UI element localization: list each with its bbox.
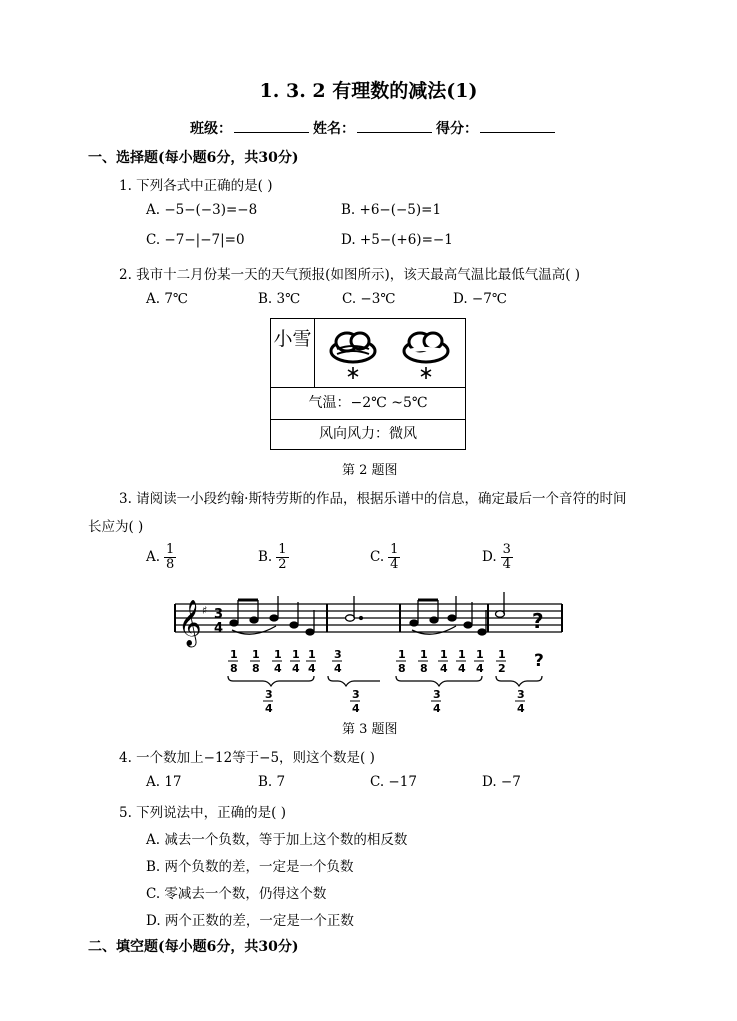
duration-question-mark: ? [534, 651, 544, 671]
m1-frac-3 [272, 648, 282, 675]
figure3-caption: 第 3 题图 [342, 722, 398, 737]
svg-text:3: 3 [352, 688, 360, 701]
svg-text:8: 8 [252, 662, 260, 675]
svg-text:4: 4 [334, 662, 342, 675]
m1-frac-5 [306, 648, 316, 675]
measure-totals [263, 688, 525, 712]
fraction: $\frac{1}{4}$ [390, 542, 399, 572]
cloud-icon-left [331, 333, 375, 362]
svg-text:4: 4 [265, 702, 273, 712]
q1-option-c[interactable]: C. −7−|−7|=0 [146, 232, 245, 248]
q2-option-c[interactable]: C. −3℃ [342, 291, 396, 307]
svg-text:3: 3 [265, 688, 273, 701]
total-4 [515, 688, 525, 712]
q1-option-d[interactable]: D. +5−(+6)=−1 [341, 232, 453, 248]
m3-frac-5 [474, 648, 484, 675]
section-choice-heading: 一、选择题(每小题6分，共30分) [88, 150, 299, 166]
svg-text:3: 3 [334, 648, 342, 661]
wind-row: 风向风力：微风 [319, 426, 417, 442]
name-blank[interactable] [357, 120, 432, 133]
svg-text:1: 1 [292, 648, 300, 661]
svg-text:3: 3 [517, 688, 525, 701]
student-info [190, 118, 559, 138]
svg-text:8: 8 [420, 662, 428, 675]
time-sig-bottom: 4 [214, 621, 224, 636]
q2-option-d[interactable]: D. −7℃ [453, 291, 507, 307]
m1-frac-2 [250, 648, 260, 675]
section-fill-heading: 二、填空题(每小题6分，共30分) [88, 939, 299, 955]
svg-text:4: 4 [308, 662, 316, 675]
score-label: 得分： [436, 121, 478, 137]
q3-option-c[interactable]: C. $\frac{1}{4}$ [370, 542, 399, 572]
total-2 [350, 688, 360, 712]
q1-option-a[interactable]: A. −5−(−3)=−8 [146, 202, 258, 218]
q4-option-d[interactable]: D. −7 [482, 774, 521, 790]
q3-stem-line2: 长应为( ) [88, 519, 144, 535]
m3-frac-4 [456, 648, 466, 675]
name-label: 姓名： [313, 121, 355, 137]
total-3 [431, 688, 441, 712]
cloud-icon-right [404, 333, 448, 362]
measure2-notes [346, 596, 363, 621]
q4-option-a[interactable]: A. 17 [146, 774, 182, 790]
m1-frac-4 [290, 648, 300, 675]
q3-option-a[interactable]: A. $\frac{1}{8}$ [146, 542, 175, 572]
svg-text:1: 1 [476, 648, 484, 661]
duration-fractions [228, 648, 506, 675]
svg-text:1: 1 [230, 648, 238, 661]
score-blank[interactable] [480, 120, 555, 133]
weather-forecast-table [270, 318, 466, 450]
weather-label: 小雪 [271, 319, 315, 387]
fraction: $\frac{1}{2}$ [278, 542, 287, 572]
measure3-notes [410, 596, 486, 635]
q4-option-b[interactable]: B. 7 [258, 774, 286, 790]
svg-text:1: 1 [458, 648, 466, 661]
m1-frac-1 [228, 648, 238, 675]
q1-option-b[interactable]: B. +6−(−5)=1 [341, 202, 442, 218]
q3-option-b[interactable]: B. $\frac{1}{2}$ [258, 542, 287, 572]
svg-text:4: 4 [433, 702, 441, 712]
q5-option-a[interactable]: A. 减去一个负数，等于加上这个数的相反数 [146, 832, 408, 848]
q2-option-b[interactable]: B. 3℃ [258, 291, 301, 307]
q4-option-c[interactable]: C. −17 [370, 774, 417, 790]
svg-text:1: 1 [420, 648, 428, 661]
q1-stem: 1. 下列各式中正确的是( ) [119, 178, 273, 194]
q2-option-a[interactable]: A. 7℃ [146, 291, 189, 307]
svg-text:4: 4 [458, 662, 466, 675]
fraction: $\frac{3}{4}$ [502, 542, 511, 572]
snowflake-icon-right [421, 367, 431, 379]
figure2-caption: 第 2 题图 [342, 463, 398, 478]
svg-text:2: 2 [498, 662, 506, 675]
q5-stem: 5. 下列说法中，正确的是( ) [119, 805, 286, 821]
time-sig-top: 3 [214, 607, 224, 622]
svg-text:4: 4 [440, 662, 448, 675]
svg-text:1: 1 [440, 648, 448, 661]
svg-text:1: 1 [274, 648, 282, 661]
brace-lines [228, 676, 542, 686]
svg-text:1: 1 [398, 648, 406, 661]
m3-frac-3 [438, 648, 448, 675]
measure1-notes [230, 596, 314, 635]
svg-text:8: 8 [230, 662, 238, 675]
m2-frac-1 [332, 648, 342, 675]
temperature-row: 气温：−2℃ ~5℃ [271, 387, 465, 420]
svg-text:4: 4 [274, 662, 282, 675]
music-score [170, 592, 570, 712]
q5-option-c[interactable]: C. 零减去一个数，仍得这个数 [146, 886, 327, 902]
weather-row [271, 319, 465, 388]
q5-option-b[interactable]: B. 两个负数的差，一定是一个负数 [146, 859, 354, 875]
class-label: 班级： [190, 121, 232, 137]
class-blank[interactable] [234, 120, 309, 133]
q4-stem: 4. 一个数加上−12等于−5，则这个数是( ) [119, 750, 375, 766]
treble-clef-icon: 𝄞 [178, 600, 202, 646]
snowflake-icon-left [348, 367, 358, 379]
svg-text:4: 4 [476, 662, 484, 675]
sharp-icon: ♯ [202, 604, 208, 617]
total-1 [263, 688, 273, 712]
m3-frac-2 [418, 648, 428, 675]
q3-option-d[interactable]: D. $\frac{3}{4}$ [482, 542, 511, 572]
svg-text:4: 4 [352, 702, 360, 712]
q5-option-d[interactable]: D. 两个正数的差，一定是一个正数 [146, 913, 354, 929]
q2-stem: 2. 我市十二月份某一天的天气预报(如图所示)，该天最高气温比最低气温高( ) [119, 267, 581, 283]
svg-text:4: 4 [517, 702, 525, 712]
measure4-question-mark: ? [532, 609, 544, 633]
svg-text:3: 3 [433, 688, 441, 701]
m3-frac-1 [396, 648, 406, 675]
fraction: $\frac{1}{8}$ [166, 542, 175, 572]
q3-stem-line1: 3. 请阅读一小段约翰·斯特劳斯的作品，根据乐谱中的信息，确定最后一个音符的时间 [119, 491, 627, 507]
page-title: 1. 3. 2 有理数的减法(1) [259, 80, 478, 102]
m4-frac-1 [496, 648, 506, 675]
snow-cloud-icon [323, 325, 457, 383]
svg-text:1: 1 [308, 648, 316, 661]
svg-text:1: 1 [498, 648, 506, 661]
svg-text:8: 8 [398, 662, 406, 675]
svg-text:4: 4 [292, 662, 300, 675]
svg-text:1: 1 [252, 648, 260, 661]
